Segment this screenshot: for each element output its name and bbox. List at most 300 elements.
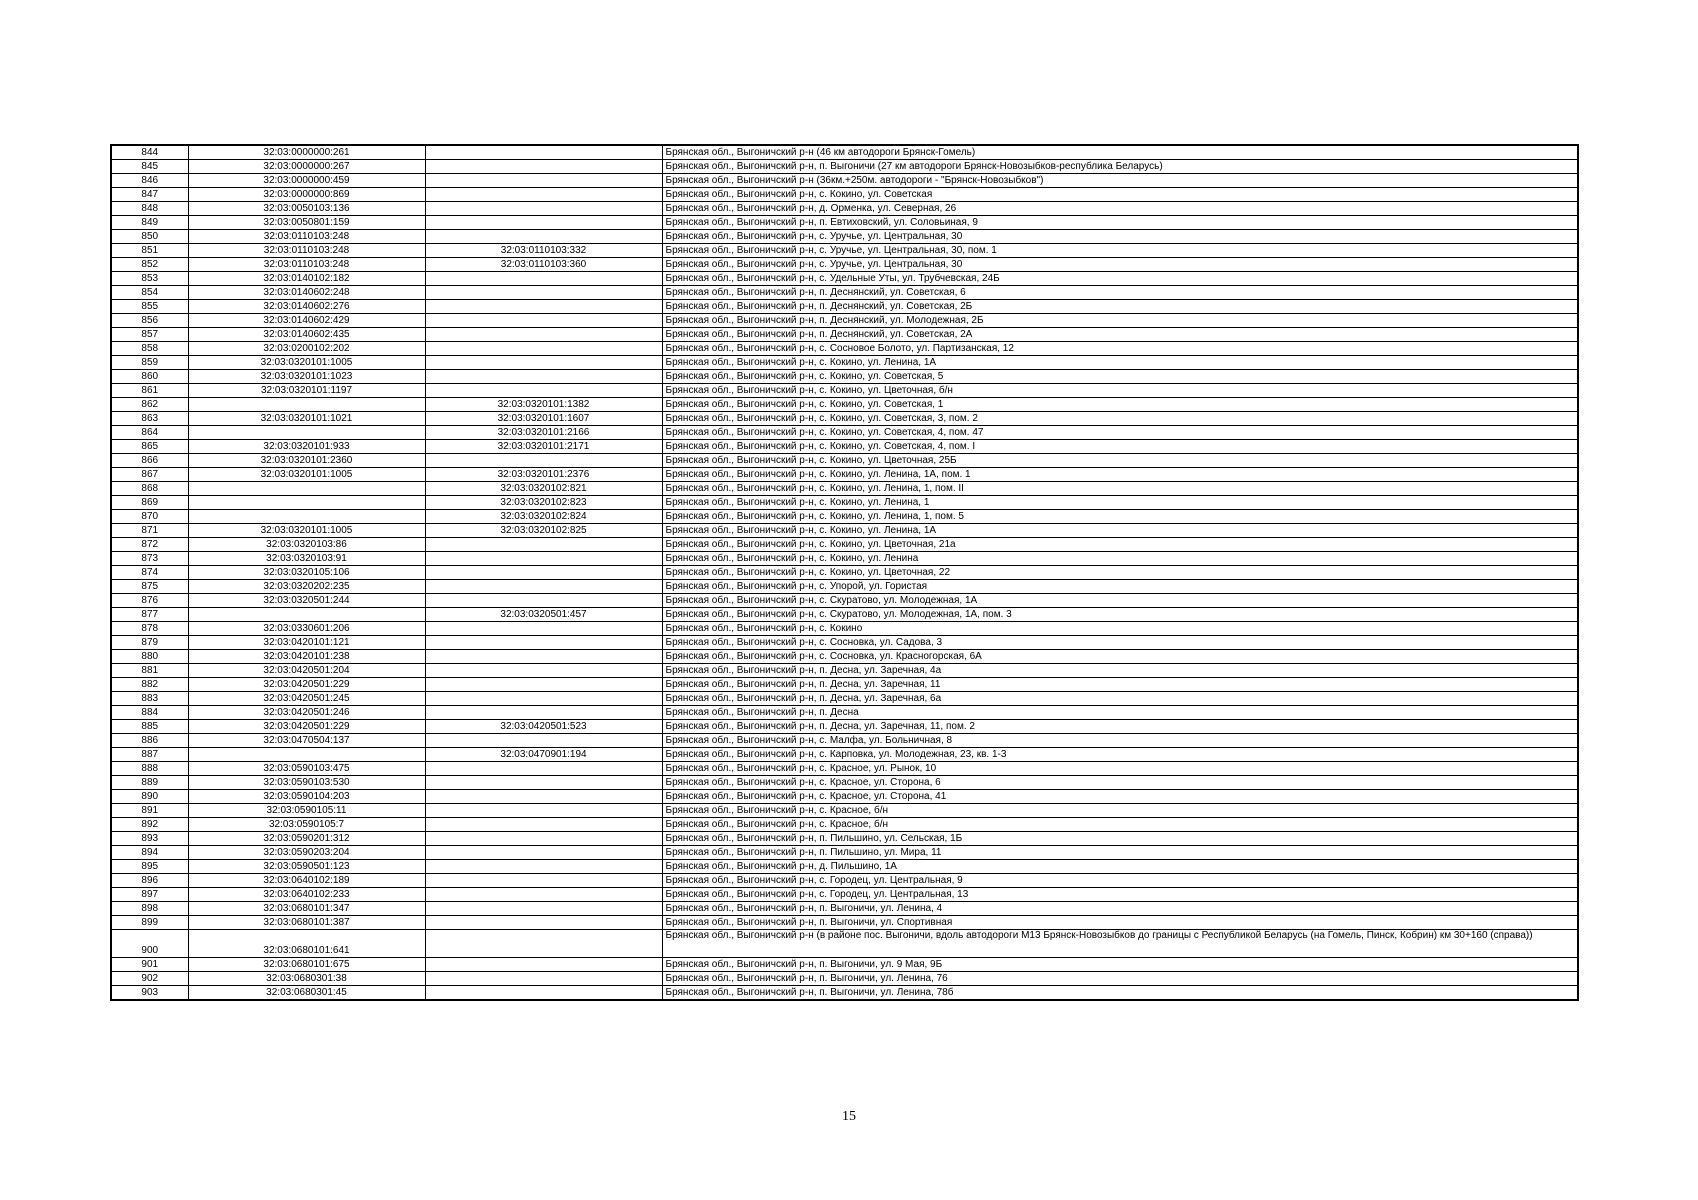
table-row xyxy=(111,720,1578,734)
row-number-cell: 848 xyxy=(111,202,188,216)
sub-object-number-cell xyxy=(425,818,662,832)
address-cell: Брянская обл., Выгоничский р-н, с. Кокино, ул. Цветочная, 22 xyxy=(662,566,1578,580)
cadastral-number-cell: 32:03:0590103:530 xyxy=(188,776,425,790)
sub-object-number-cell: 32:03:0320102:823 xyxy=(425,496,662,510)
address-cell: Брянская обл., Выгоничский р-н, с. Красное, ул. Рынок, 10 xyxy=(662,762,1578,776)
address-cell: Брянская обл., Выгоничский р-н, п. Евтиховский, ул. Соловьиная, 9 xyxy=(662,216,1578,230)
row-number-cell: 861 xyxy=(111,384,188,398)
table-row xyxy=(111,552,1578,566)
table-row xyxy=(111,972,1578,986)
row-number-cell: 896 xyxy=(111,874,188,888)
sub-object-number-cell: 32:03:0320101:1382 xyxy=(425,398,662,412)
sub-object-number-cell xyxy=(425,762,662,776)
address-cell: Брянская обл., Выгоничский р-н, с. Кокино, ул. Ленина, 1А, пом. 1 xyxy=(662,468,1578,482)
table-row xyxy=(111,664,1578,678)
row-number-cell: 856 xyxy=(111,314,188,328)
sub-object-number-cell xyxy=(425,902,662,916)
row-number-cell: 858 xyxy=(111,342,188,356)
address-cell: Брянская обл., Выгоничский р-н, с. Городец, ул. Центральная, 9 xyxy=(662,874,1578,888)
cadastral-number-cell: 32:03:0590201:312 xyxy=(188,832,425,846)
row-number-cell: 874 xyxy=(111,566,188,580)
table-row xyxy=(111,832,1578,846)
address-cell: Брянская обл., Выгоничский р-н, с. Кокино, ул. Советская, 5 xyxy=(662,370,1578,384)
address-cell: Брянская обл., Выгоничский р-н, с. Уручье, ул. Центральная, 30, пом. 1 xyxy=(662,244,1578,258)
row-number-cell: 897 xyxy=(111,888,188,902)
sub-object-number-cell xyxy=(425,202,662,216)
row-number-cell: 866 xyxy=(111,454,188,468)
cadastral-number-cell: 32:03:0680301:38 xyxy=(188,972,425,986)
address-cell: Брянская обл., Выгоничский р-н, с. Красное, б/н xyxy=(662,818,1578,832)
address-cell: Брянская обл., Выгоничский р-н, с. Кокино, ул. Советская, 4, пом. 47 xyxy=(662,426,1578,440)
row-number-cell: 873 xyxy=(111,552,188,566)
page-number: 15 xyxy=(842,1109,856,1124)
cadastral-number-cell: 32:03:0680101:347 xyxy=(188,902,425,916)
cadastral-number-cell: 32:03:0590104:203 xyxy=(188,790,425,804)
cadastral-number-cell: 32:03:0000000:459 xyxy=(188,174,425,188)
sub-object-number-cell: 32:03:0320501:457 xyxy=(425,608,662,622)
cadastral-number-cell: 32:03:0140602:429 xyxy=(188,314,425,328)
address-cell: Брянская обл., Выгоничский р-н, с. Кокино, ул. Советская, 1 xyxy=(662,398,1578,412)
address-cell: Брянская обл., Выгоничский р-н, п. Выгоничи (27 км автодороги Брянск-Новозыбков-республика Беларусь) xyxy=(662,160,1578,174)
sub-object-number-cell xyxy=(425,776,662,790)
row-number-cell: 894 xyxy=(111,846,188,860)
row-number-cell: 852 xyxy=(111,258,188,272)
cadastral-number-cell: 32:03:0140102:182 xyxy=(188,272,425,286)
table-row xyxy=(111,230,1578,244)
address-cell: Брянская обл., Выгоничский р-н, п. Выгоничи, ул. Спортивная xyxy=(662,916,1578,930)
address-cell: Брянская обл., Выгоничский р-н, д. Орменка, ул. Северная, 26 xyxy=(662,202,1578,216)
cadastral-number-cell: 32:03:0320101:1197 xyxy=(188,384,425,398)
sub-object-number-cell xyxy=(425,678,662,692)
table-row xyxy=(111,650,1578,664)
address-cell: Брянская обл., Выгоничский р-н, п. Деснянский, ул. Советская, 6 xyxy=(662,286,1578,300)
address-cell: Брянская обл., Выгоничский р-н, с. Удельные Уты, ул. Трубчевская, 24Б xyxy=(662,272,1578,286)
row-number-cell: 879 xyxy=(111,636,188,650)
row-number-cell: 849 xyxy=(111,216,188,230)
address-cell: Брянская обл., Выгоничский р-н (46 км автодороги Брянск-Гомель) xyxy=(662,145,1578,160)
row-number-cell: 893 xyxy=(111,832,188,846)
sub-object-number-cell: 32:03:0320102:824 xyxy=(425,510,662,524)
row-number-cell: 862 xyxy=(111,398,188,412)
address-cell: Брянская обл., Выгоничский р-н, п. Десна, ул. Заречная, 11, пом. 2 xyxy=(662,720,1578,734)
address-cell: Брянская обл., Выгоничский р-н, п. Пильшино, ул. Мира, 11 xyxy=(662,846,1578,860)
row-number-cell: 871 xyxy=(111,524,188,538)
cadastral-number-cell: 32:03:0590105:7 xyxy=(188,818,425,832)
cadastral-number-cell xyxy=(188,426,425,440)
row-number-cell: 869 xyxy=(111,496,188,510)
table-row xyxy=(111,314,1578,328)
address-cell: Брянская обл., Выгоничский р-н, с. Скуратово, ул. Молодежная, 1А xyxy=(662,594,1578,608)
table-row xyxy=(111,300,1578,314)
row-number-cell: 864 xyxy=(111,426,188,440)
cadastral-number-cell: 32:03:0320101:1021 xyxy=(188,412,425,426)
sub-object-number-cell: 32:03:0110103:360 xyxy=(425,258,662,272)
table-row xyxy=(111,412,1578,426)
row-number-cell: 901 xyxy=(111,958,188,972)
cadastral-number-cell: 32:03:0320202:235 xyxy=(188,580,425,594)
table-row xyxy=(111,636,1578,650)
sub-object-number-cell xyxy=(425,650,662,664)
cadastral-number-cell xyxy=(188,496,425,510)
cadastral-number-cell: 32:03:0320103:86 xyxy=(188,538,425,552)
cadastral-number-cell: 32:03:0050801:159 xyxy=(188,216,425,230)
table-row xyxy=(111,986,1578,1001)
address-cell: Брянская обл., Выгоничский р-н, с. Красное, ул. Сторона, 6 xyxy=(662,776,1578,790)
table-row xyxy=(111,594,1578,608)
sub-object-number-cell: 32:03:0320101:2376 xyxy=(425,468,662,482)
row-number-cell: 853 xyxy=(111,272,188,286)
cadastral-number-cell: 32:03:0420501:229 xyxy=(188,720,425,734)
table-row xyxy=(111,454,1578,468)
cadastral-number-cell: 32:03:0680101:641 xyxy=(188,930,425,958)
cadastral-number-cell: 32:03:0320101:2360 xyxy=(188,454,425,468)
address-cell: Брянская обл., Выгоничский р-н, с. Кокино, ул. Советская, 3, пом. 2 xyxy=(662,412,1578,426)
row-number-cell: 857 xyxy=(111,328,188,342)
cadastral-number-cell: 32:03:0680101:387 xyxy=(188,916,425,930)
row-number-cell: 880 xyxy=(111,650,188,664)
sub-object-number-cell xyxy=(425,216,662,230)
sub-object-number-cell xyxy=(425,874,662,888)
row-number-cell: 844 xyxy=(111,145,188,160)
address-cell: Брянская обл., Выгоничский р-н, с. Сосновое Болото, ул. Партизанская, 12 xyxy=(662,342,1578,356)
cadastral-number-cell: 32:03:0420101:121 xyxy=(188,636,425,650)
cadastral-number-cell: 32:03:0200102:202 xyxy=(188,342,425,356)
cadastral-number-cell: 32:03:0640102:189 xyxy=(188,874,425,888)
row-number-cell: 903 xyxy=(111,986,188,1001)
sub-object-number-cell xyxy=(425,188,662,202)
cadastral-number-cell: 32:03:0680301:45 xyxy=(188,986,425,1001)
cadastral-number-cell: 32:03:0320103:91 xyxy=(188,552,425,566)
row-number-cell: 859 xyxy=(111,356,188,370)
row-number-cell: 876 xyxy=(111,594,188,608)
sub-object-number-cell xyxy=(425,860,662,874)
table-row xyxy=(111,398,1578,412)
sub-object-number-cell xyxy=(425,804,662,818)
sub-object-number-cell: 32:03:0320102:821 xyxy=(425,482,662,496)
cadastral-number-cell: 32:03:0590203:204 xyxy=(188,846,425,860)
sub-object-number-cell: 32:03:0110103:332 xyxy=(425,244,662,258)
address-cell: Брянская обл., Выгоничский р-н (в районе пос. Выгоничи, вдоль автодороги М13 Брянск-Новозыбков до границы с Республикой Беларусь (на Гомель, Пинск, Кобрин) км 30+160 (справа)) xyxy=(662,930,1578,958)
row-number-cell: 851 xyxy=(111,244,188,258)
sub-object-number-cell xyxy=(425,930,662,958)
sub-object-number-cell xyxy=(425,314,662,328)
sub-object-number-cell xyxy=(425,790,662,804)
sub-object-number-cell xyxy=(425,145,662,160)
row-number-cell: 847 xyxy=(111,188,188,202)
sub-object-number-cell xyxy=(425,384,662,398)
address-cell: Брянская обл., Выгоничский р-н, п. Деснянский, ул. Советская, 2Б xyxy=(662,300,1578,314)
sub-object-number-cell xyxy=(425,664,662,678)
table-row xyxy=(111,734,1578,748)
row-number-cell: 870 xyxy=(111,510,188,524)
cadastral-number-cell: 32:03:0140602:248 xyxy=(188,286,425,300)
cadastral-number-cell: 32:03:0000000:261 xyxy=(188,145,425,160)
address-cell: Брянская обл., Выгоничский р-н, с. Кокино, ул. Ленина, 1 xyxy=(662,496,1578,510)
cadastral-number-cell: 32:03:0110103:248 xyxy=(188,258,425,272)
cadastral-number-cell: 32:03:0420501:204 xyxy=(188,664,425,678)
row-number-cell: 867 xyxy=(111,468,188,482)
table-row xyxy=(111,496,1578,510)
sub-object-number-cell: 32:03:0320101:1607 xyxy=(425,412,662,426)
address-cell: Брянская обл., Выгоничский р-н, с. Кокино, ул. Советская, 4, пом. I xyxy=(662,440,1578,454)
sub-object-number-cell xyxy=(425,174,662,188)
row-number-cell: 846 xyxy=(111,174,188,188)
row-number-cell: 899 xyxy=(111,916,188,930)
row-number-cell: 845 xyxy=(111,160,188,174)
table-row xyxy=(111,160,1578,174)
row-number-cell: 854 xyxy=(111,286,188,300)
sub-object-number-cell xyxy=(425,636,662,650)
address-cell: Брянская обл., Выгоничский р-н, п. Выгоничи, ул. Ленина, 76 xyxy=(662,972,1578,986)
row-number-cell: 875 xyxy=(111,580,188,594)
address-cell: Брянская обл., Выгоничский р-н, с. Красное, ул. Сторона, 41 xyxy=(662,790,1578,804)
sub-object-number-cell xyxy=(425,832,662,846)
row-number-cell: 883 xyxy=(111,692,188,706)
address-cell: Брянская обл., Выгоничский р-н, с. Упорой, ул. Гористая xyxy=(662,580,1578,594)
table-row xyxy=(111,482,1578,496)
row-number-cell: 900 xyxy=(111,930,188,958)
address-cell: Брянская обл., Выгоничский р-н, д. Пильшино, 1А xyxy=(662,860,1578,874)
sub-object-number-cell xyxy=(425,356,662,370)
row-number-cell: 889 xyxy=(111,776,188,790)
address-cell: Брянская обл., Выгоничский р-н, с. Сосновка, ул. Красногорская, 6А xyxy=(662,650,1578,664)
row-number-cell: 882 xyxy=(111,678,188,692)
address-cell: Брянская обл., Выгоничский р-н, с. Кокино, ул. Ленина xyxy=(662,552,1578,566)
row-number-cell: 887 xyxy=(111,748,188,762)
table-row xyxy=(111,706,1578,720)
address-cell: Брянская обл., Выгоничский р-н, п. Десна, ул. Заречная, 6а xyxy=(662,692,1578,706)
table-row xyxy=(111,524,1578,538)
table-row xyxy=(111,902,1578,916)
row-number-cell: 860 xyxy=(111,370,188,384)
sub-object-number-cell xyxy=(425,454,662,468)
cadastral-number-cell: 32:03:0420501:246 xyxy=(188,706,425,720)
row-number-cell: 855 xyxy=(111,300,188,314)
table-row xyxy=(111,762,1578,776)
table-row xyxy=(111,174,1578,188)
address-cell: Брянская обл., Выгоничский р-н, с. Уручье, ул. Центральная, 30 xyxy=(662,258,1578,272)
address-cell: Брянская обл., Выгоничский р-н, с. Городец, ул. Центральная, 13 xyxy=(662,888,1578,902)
table-row xyxy=(111,888,1578,902)
address-cell: Брянская обл., Выгоничский р-н, с. Кокино, ул. Цветочная, 25Б xyxy=(662,454,1578,468)
cadastral-number-cell: 32:03:0000000:869 xyxy=(188,188,425,202)
address-cell: Брянская обл., Выгоничский р-н, с. Кокино, ул. Цветочная, 21а xyxy=(662,538,1578,552)
cadastral-number-cell: 32:03:0590501:123 xyxy=(188,860,425,874)
sub-object-number-cell xyxy=(425,566,662,580)
cadastral-number-cell: 32:03:0470504:137 xyxy=(188,734,425,748)
sub-object-number-cell xyxy=(425,958,662,972)
sub-object-number-cell xyxy=(425,986,662,1001)
row-number-cell: 890 xyxy=(111,790,188,804)
table-row xyxy=(111,818,1578,832)
sub-object-number-cell xyxy=(425,580,662,594)
cadastral-number-cell: 32:03:0330601:206 xyxy=(188,622,425,636)
cadastral-number-cell: 32:03:0320101:933 xyxy=(188,440,425,454)
table-row xyxy=(111,958,1578,972)
address-cell: Брянская обл., Выгоничский р-н, п. Выгоничи, ул. Ленина, 4 xyxy=(662,902,1578,916)
cadastral-number-cell: 32:03:0320105:106 xyxy=(188,566,425,580)
row-number-cell: 878 xyxy=(111,622,188,636)
sub-object-number-cell xyxy=(425,538,662,552)
row-number-cell: 885 xyxy=(111,720,188,734)
address-cell: Брянская обл., Выгоничский р-н, п. Деснянский, ул. Советская, 2А xyxy=(662,328,1578,342)
address-cell: Брянская обл., Выгоничский р-н, с. Кокино, ул. Ленина, 1, пом. II xyxy=(662,482,1578,496)
sub-object-number-cell xyxy=(425,706,662,720)
table-row xyxy=(111,566,1578,580)
table-row xyxy=(111,426,1578,440)
sub-object-number-cell xyxy=(425,370,662,384)
sub-object-number-cell: 32:03:0320101:2166 xyxy=(425,426,662,440)
row-number-cell: 902 xyxy=(111,972,188,986)
address-cell: Брянская обл., Выгоничский р-н, с. Кокино xyxy=(662,622,1578,636)
table-row xyxy=(111,678,1578,692)
table-row xyxy=(111,384,1578,398)
cadastral-number-cell: 32:03:0050103:136 xyxy=(188,202,425,216)
table-row xyxy=(111,216,1578,230)
address-cell: Брянская обл., Выгоничский р-н, п. Десна, ул. Заречная, 4а xyxy=(662,664,1578,678)
cadastral-number-cell: 32:03:0320101:1005 xyxy=(188,524,425,538)
table-row xyxy=(111,286,1578,300)
sub-object-number-cell xyxy=(425,972,662,986)
table-row xyxy=(111,860,1578,874)
sub-object-number-cell xyxy=(425,286,662,300)
sub-object-number-cell: 32:03:0320101:2171 xyxy=(425,440,662,454)
address-cell: Брянская обл., Выгоничский р-н, с. Карповка, ул. Молодежная, 23, кв. 1-3 xyxy=(662,748,1578,762)
address-cell: Брянская обл., Выгоничский р-н, с. Кокино, ул. Ленина, 1, пом. 5 xyxy=(662,510,1578,524)
cadastral-number-cell: 32:03:0420501:245 xyxy=(188,692,425,706)
address-cell: Брянская обл., Выгоничский р-н, с. Красное, б/н xyxy=(662,804,1578,818)
sub-object-number-cell: 32:03:0320102:825 xyxy=(425,524,662,538)
row-number-cell: 850 xyxy=(111,230,188,244)
sub-object-number-cell xyxy=(425,300,662,314)
address-cell: Брянская обл., Выгоничский р-н, п. Десна xyxy=(662,706,1578,720)
table-row xyxy=(111,622,1578,636)
sub-object-number-cell xyxy=(425,328,662,342)
table-row xyxy=(111,748,1578,762)
sub-object-number-cell xyxy=(425,888,662,902)
sub-object-number-cell: 32:03:0470901:194 xyxy=(425,748,662,762)
table-row xyxy=(111,244,1578,258)
table-row xyxy=(111,440,1578,454)
sub-object-number-cell: 32:03:0420501:523 xyxy=(425,720,662,734)
row-number-cell: 895 xyxy=(111,860,188,874)
sub-object-number-cell xyxy=(425,846,662,860)
table-row xyxy=(111,608,1578,622)
table-row xyxy=(111,356,1578,370)
cadastral-number-cell: 32:03:0110103:248 xyxy=(188,244,425,258)
registry-table xyxy=(110,144,1579,1001)
table-row xyxy=(111,342,1578,356)
table-row xyxy=(111,202,1578,216)
table-row xyxy=(111,468,1578,482)
address-cell: Брянская обл., Выгоничский р-н, п. Выгоничи, ул. 9 Мая, 9Б xyxy=(662,958,1578,972)
sub-object-number-cell xyxy=(425,916,662,930)
address-cell: Брянская обл., Выгоничский р-н, с. Малфа, ул. Больничная, 8 xyxy=(662,734,1578,748)
cadastral-number-cell xyxy=(188,608,425,622)
sub-object-number-cell xyxy=(425,342,662,356)
address-cell: Брянская обл., Выгоничский р-н, с. Скуратово, ул. Молодежная, 1А, пом. 3 xyxy=(662,608,1578,622)
row-number-cell: 886 xyxy=(111,734,188,748)
row-number-cell: 884 xyxy=(111,706,188,720)
row-number-cell: 872 xyxy=(111,538,188,552)
cadastral-number-cell: 32:03:0320101:1005 xyxy=(188,468,425,482)
sub-object-number-cell xyxy=(425,734,662,748)
cadastral-number-cell: 32:03:0320101:1005 xyxy=(188,356,425,370)
address-cell: Брянская обл., Выгоничский р-н, с. Кокино, ул. Советская xyxy=(662,188,1578,202)
address-cell: Брянская обл., Выгоничский р-н, с. Кокино, ул. Цветочная, б/н xyxy=(662,384,1578,398)
cadastral-number-cell xyxy=(188,482,425,496)
row-number-cell: 868 xyxy=(111,482,188,496)
table-row xyxy=(111,930,1578,958)
cadastral-number-cell xyxy=(188,748,425,762)
cadastral-number-cell xyxy=(188,398,425,412)
cadastral-number-cell: 32:03:0640102:233 xyxy=(188,888,425,902)
table-row xyxy=(111,776,1578,790)
table-row xyxy=(111,145,1578,160)
cadastral-number-cell: 32:03:0320101:1023 xyxy=(188,370,425,384)
sub-object-number-cell xyxy=(425,160,662,174)
address-cell: Брянская обл., Выгоничский р-н, с. Кокино, ул. Ленина, 1А xyxy=(662,356,1578,370)
cadastral-number-cell: 32:03:0000000:267 xyxy=(188,160,425,174)
sub-object-number-cell xyxy=(425,230,662,244)
sub-object-number-cell xyxy=(425,594,662,608)
row-number-cell: 881 xyxy=(111,664,188,678)
cadastral-number-cell: 32:03:0590103:475 xyxy=(188,762,425,776)
address-cell: Брянская обл., Выгоничский р-н, п. Выгоничи, ул. Ленина, 78б xyxy=(662,986,1578,1001)
address-cell: Брянская обл., Выгоничский р-н (36км.+250м. автодороги - "Брянск-Новозыбков") xyxy=(662,174,1578,188)
address-cell: Брянская обл., Выгоничский р-н, с. Сосновка, ул. Садова, 3 xyxy=(662,636,1578,650)
cadastral-number-cell: 32:03:0140602:276 xyxy=(188,300,425,314)
row-number-cell: 898 xyxy=(111,902,188,916)
table-row xyxy=(111,790,1578,804)
sub-object-number-cell xyxy=(425,692,662,706)
cadastral-number-cell: 32:03:0320501:244 xyxy=(188,594,425,608)
row-number-cell: 863 xyxy=(111,412,188,426)
table-row xyxy=(111,916,1578,930)
table-row xyxy=(111,846,1578,860)
table-row xyxy=(111,272,1578,286)
table-row xyxy=(111,370,1578,384)
cadastral-number-cell: 32:03:0420101:238 xyxy=(188,650,425,664)
row-number-cell: 891 xyxy=(111,804,188,818)
address-cell: Брянская обл., Выгоничский р-н, п. Деснянский, ул. Молодежная, 2Б xyxy=(662,314,1578,328)
cadastral-number-cell: 32:03:0680101:675 xyxy=(188,958,425,972)
registry-table-body xyxy=(111,145,1578,1000)
address-cell: Брянская обл., Выгоничский р-н, п. Десна, ул. Заречная, 11 xyxy=(662,678,1578,692)
sub-object-number-cell xyxy=(425,552,662,566)
row-number-cell: 888 xyxy=(111,762,188,776)
row-number-cell: 892 xyxy=(111,818,188,832)
sub-object-number-cell xyxy=(425,272,662,286)
cadastral-number-cell: 32:03:0420501:229 xyxy=(188,678,425,692)
cadastral-number-cell: 32:03:0590105:11 xyxy=(188,804,425,818)
address-cell: Брянская обл., Выгоничский р-н, п. Пильшино, ул. Сельская, 1Б xyxy=(662,832,1578,846)
table-row xyxy=(111,188,1578,202)
table-row xyxy=(111,692,1578,706)
address-cell: Брянская обл., Выгоничский р-н, с. Кокино, ул. Ленина, 1А xyxy=(662,524,1578,538)
row-number-cell: 865 xyxy=(111,440,188,454)
row-number-cell: 877 xyxy=(111,608,188,622)
cadastral-number-cell: 32:03:0140602:435 xyxy=(188,328,425,342)
table-row xyxy=(111,580,1578,594)
table-row xyxy=(111,258,1578,272)
address-cell: Брянская обл., Выгоничский р-н, с. Уручье, ул. Центральная, 30 xyxy=(662,230,1578,244)
table-row xyxy=(111,328,1578,342)
cadastral-number-cell xyxy=(188,510,425,524)
table-row xyxy=(111,510,1578,524)
cadastral-number-cell: 32:03:0110103:248 xyxy=(188,230,425,244)
table-row xyxy=(111,804,1578,818)
